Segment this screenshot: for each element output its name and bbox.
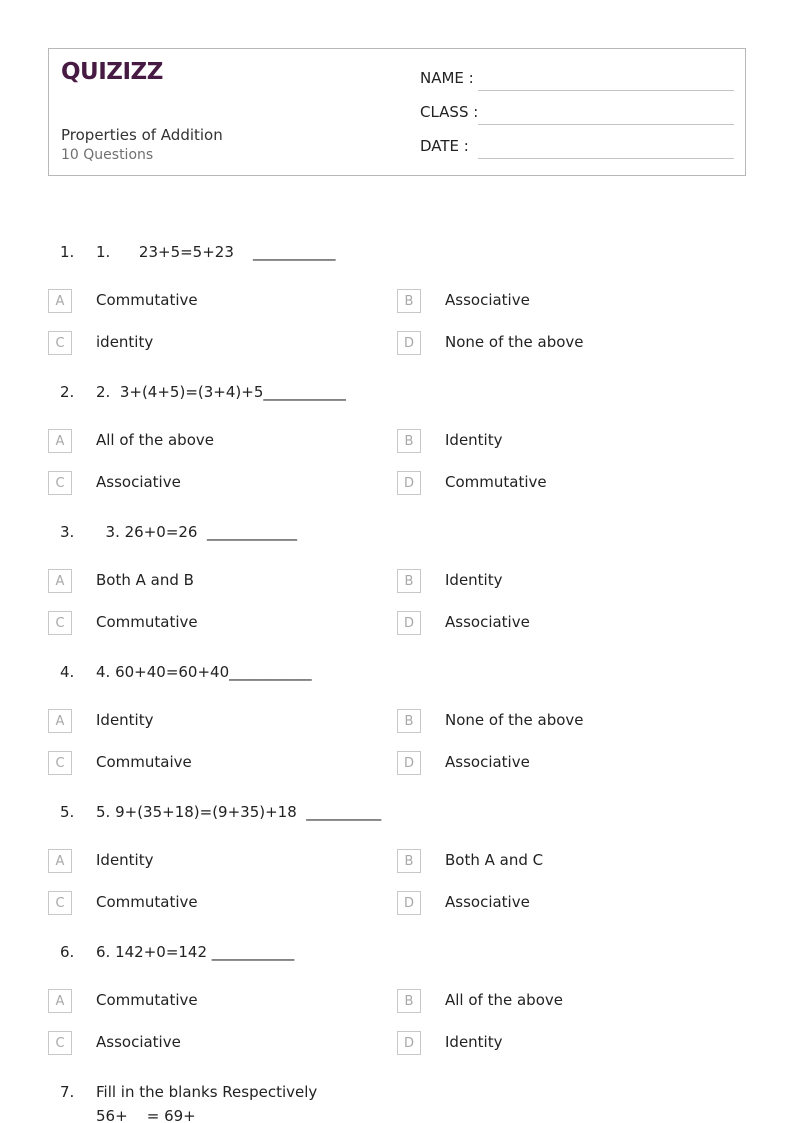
option-text: Associative bbox=[445, 291, 530, 309]
worksheet-header bbox=[48, 48, 746, 176]
date-line[interactable] bbox=[478, 158, 734, 159]
question-text: 5. 9+(35+18)=(9+35)+18 __________ bbox=[96, 803, 382, 821]
option-letter: B bbox=[397, 569, 421, 593]
question-number: 6. bbox=[60, 943, 75, 961]
option-letter: C bbox=[48, 1031, 72, 1055]
question-count: 10 Questions bbox=[61, 147, 154, 163]
option-text: Associative bbox=[96, 473, 181, 491]
option-text: Commutative bbox=[96, 893, 198, 911]
option-text: Associative bbox=[445, 893, 530, 911]
option-text: All of the above bbox=[96, 431, 214, 449]
option-text: All of the above bbox=[445, 991, 563, 1009]
option-letter: A bbox=[48, 709, 72, 733]
option-letter: D bbox=[397, 331, 421, 355]
date-field[interactable] bbox=[420, 135, 734, 159]
option-letter: D bbox=[397, 891, 421, 915]
option-text: Commutative bbox=[445, 473, 547, 491]
option-text: Identity bbox=[445, 1033, 503, 1051]
question-number: 3. bbox=[60, 523, 75, 541]
name-field[interactable] bbox=[420, 67, 734, 91]
question-number: 1. bbox=[60, 243, 75, 261]
option-letter: D bbox=[397, 751, 421, 775]
question-number: 4. bbox=[60, 663, 75, 681]
question-number: 7. bbox=[60, 1083, 75, 1101]
option-text: Associative bbox=[445, 613, 530, 631]
option-text: Identity bbox=[445, 571, 503, 589]
option-letter: D bbox=[397, 1031, 421, 1055]
option-text: Commutative bbox=[96, 991, 198, 1009]
question-text: 4. 60+40=60+40___________ bbox=[96, 663, 312, 681]
option-letter: B bbox=[397, 289, 421, 313]
option-letter: B bbox=[397, 709, 421, 733]
option-text: Both A and B bbox=[96, 571, 194, 589]
option-letter: A bbox=[48, 429, 72, 453]
question-text: Fill in the blanks Respectively bbox=[96, 1083, 318, 1101]
option-text: Both A and C bbox=[445, 851, 544, 869]
option-letter: A bbox=[48, 849, 72, 873]
question-subtext: 56+ = 69+ bbox=[96, 1107, 196, 1123]
option-letter: D bbox=[397, 471, 421, 495]
option-text: Identity bbox=[96, 851, 154, 869]
option-letter: C bbox=[48, 471, 72, 495]
option-text: Identity bbox=[96, 711, 154, 729]
name-line[interactable] bbox=[478, 90, 734, 91]
worksheet-title: Properties of Addition bbox=[61, 126, 223, 144]
class-label: CLASS : bbox=[420, 103, 479, 121]
option-letter: B bbox=[397, 989, 421, 1013]
option-text: Associative bbox=[445, 753, 530, 771]
option-letter: C bbox=[48, 611, 72, 635]
option-letter: A bbox=[48, 989, 72, 1013]
name-label: NAME : bbox=[420, 69, 474, 87]
option-letter: A bbox=[48, 569, 72, 593]
date-label: DATE : bbox=[420, 137, 469, 155]
option-letter: A bbox=[48, 289, 72, 313]
question-text: 1. 23+5=5+23 ___________ bbox=[96, 243, 336, 261]
question-number: 2. bbox=[60, 383, 75, 401]
option-text: Commutative bbox=[96, 291, 198, 309]
option-letter: C bbox=[48, 751, 72, 775]
quizizz-logo: QUIZIZZ bbox=[61, 59, 163, 85]
class-field[interactable] bbox=[420, 101, 734, 125]
option-letter: D bbox=[397, 611, 421, 635]
option-letter: C bbox=[48, 891, 72, 915]
class-line[interactable] bbox=[478, 124, 734, 125]
option-text: Associative bbox=[96, 1033, 181, 1051]
question-number: 5. bbox=[60, 803, 75, 821]
option-letter: B bbox=[397, 429, 421, 453]
option-text: None of the above bbox=[445, 333, 584, 351]
option-text: Commutaive bbox=[96, 753, 192, 771]
question-text: 3. 26+0=26 ____________ bbox=[96, 523, 298, 541]
option-text: Identity bbox=[445, 431, 503, 449]
option-letter: C bbox=[48, 331, 72, 355]
option-text: None of the above bbox=[445, 711, 584, 729]
option-text: Commutative bbox=[96, 613, 198, 631]
option-letter: B bbox=[397, 849, 421, 873]
question-text: 6. 142+0=142 ___________ bbox=[96, 943, 295, 961]
option-text: identity bbox=[96, 333, 154, 351]
question-text: 2. 3+(4+5)=(3+4)+5___________ bbox=[96, 383, 346, 401]
